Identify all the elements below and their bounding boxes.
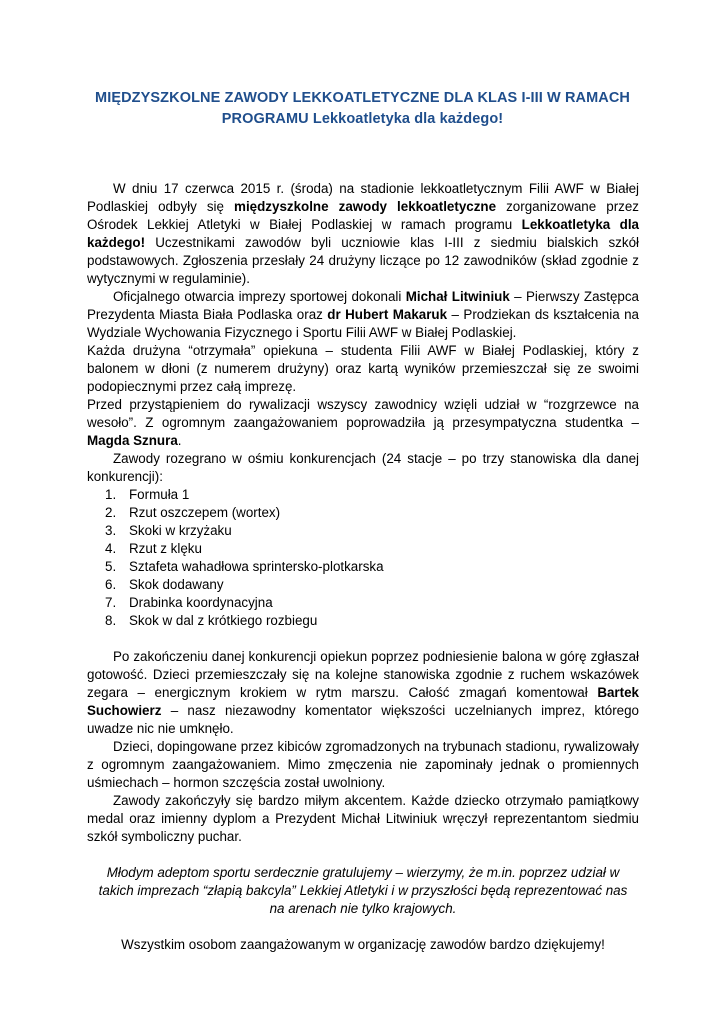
list-item: [87, 504, 639, 522]
text-span: Uczestnikami zawodów byli uczniowie klas I-III z siedmiu bialskich szkół podstawowych. Zgłoszenia przesłały 24 drużyny liczące po 12 zawodników (skład zgodnie z wytycznymi w regulaminie).: [87, 235, 639, 286]
text-span: – nasz niezawodny komentator większości uczelnianych imprez, którego uwadze nic nie umknęło.: [87, 703, 639, 736]
paragraph-competitions-intro: Zawody rozegrano w ośmiu konkurencjach (24 stacje – po trzy stanowiska dla danej konkurencji):: [87, 451, 639, 484]
list-item: [87, 522, 639, 540]
text-span: Oficjalnego otwarcia imprezy sportowej dokonali: [113, 289, 406, 304]
closing-congratulations: Młodym adeptom sportu serdecznie gratulujemy – wierzymy, że m.in. poprzez udział w takich imprezach “złapią bakcyla” Lekkiej Atletyki i w przyszłości będą reprezentować nas na arenach nie tylko krajowych.: [98, 865, 628, 916]
list-number: 1.: [105, 487, 117, 502]
text-span: zorganizowane przez Ośrodek Lekkiej Atletyki w Białej Podlaskiej w ramach programu: [87, 199, 639, 232]
bold-text: Lekkoatletyka dla każdego!: [87, 217, 639, 250]
list-label: Skok dodawany: [129, 577, 224, 592]
bold-text: dr Hubert Makaruk: [327, 307, 448, 322]
list-item: [87, 594, 639, 612]
list-item: [87, 576, 639, 594]
bold-text: Michał Litwiniuk: [405, 289, 510, 304]
list-label: Drabinka koordynacyjna: [129, 595, 273, 610]
spacer: [87, 630, 639, 648]
list-item: [87, 558, 639, 576]
list-number: 5.: [105, 559, 117, 574]
paragraph-intro: [87, 180, 639, 288]
text-span: W dniu 17 czerwca 2015 r. (środa) na stadionie lekkoatletycznym Filii AWF w Białej Podlaskiej odbyły się: [87, 181, 639, 214]
list-item: [87, 540, 639, 558]
paragraph-cheering: Dzieci, dopingowane przez kibiców zgromadzonych na trybunach stadionu, rywalizowały z ogromnym zaangażowaniem. Mimo zmęczenia nie zapominały jednak o promiennych uśmiechach – hormon szczęścia został uwolniony.: [87, 739, 639, 790]
list-number: 7.: [105, 595, 117, 610]
document-title: [90, 88, 635, 130]
paragraph-rotation: [87, 648, 639, 738]
paragraph-warmup: [87, 396, 639, 450]
title-line-2: PROGRAMU Lekkoatletyka dla każdego!: [221, 111, 504, 127]
bold-text: Magda Sznura: [87, 433, 178, 448]
spacer: [87, 918, 639, 936]
text-span: .: [177, 433, 182, 448]
paragraph-awards: Zawody zakończyły się bardzo miłym akcentem. Każde dziecko otrzymało pamiątkowy medal oraz imienny dyplom a Prezydent Michał Litwiniuk wręczył reprezentantom siedmiu szkół symboliczny puchar.: [87, 793, 639, 844]
list-number: 2.: [105, 505, 117, 520]
competition-list: [87, 486, 639, 630]
text-span: – Prodziekan ds kształcenia na Wydziale Wychowania Fizycznego i Sportu Filii AWF w Białej Podlaskiej.: [87, 307, 639, 340]
bold-text: Bartek Suchowierz: [87, 685, 639, 718]
title-line-1: MIĘDZYSZKOLNE ZAWODY LEKKOATLETYCZNE DLA KLAS I-III W RAMACH: [95, 90, 630, 106]
text-span: Przed przystąpieniem do rywalizacji wszyscy zawodnicy wzięli udział w “rozgrzewce na wesoło”. Z ogromnym zaangażowaniem poprowadziła ją przesympatyczna studentka –: [87, 397, 639, 430]
list-label: Rzut oszczepem (wortex): [129, 505, 281, 520]
list-label: Rzut z klęku: [129, 541, 202, 556]
text-span: Po zakończeniu danej konkurencji opiekun poprzez podniesienie balona w górę zgłaszał gotowość. Dzieci przemieszczały się na kolejne stanowiska zgodnie z ruchem wskazówek zegara – energicznym krokiem w rytm marszu. Całość zmagań komentował: [87, 649, 639, 700]
list-number: 8.: [105, 613, 117, 628]
list-label: Skok w dal z krótkiego rozbiegu: [129, 613, 318, 628]
list-number: 3.: [105, 523, 117, 538]
list-number: 4.: [105, 541, 117, 556]
list-item: [87, 612, 639, 630]
paragraph-opening: [87, 288, 639, 342]
list-label: Formuła 1: [129, 487, 190, 502]
list-number: 6.: [105, 577, 117, 592]
list-label: Sztafeta wahadłowa sprintersko-plotkarska: [129, 559, 384, 574]
paragraph-supervisors: Każda drużyna “otrzymała” opiekuna – studenta Filii AWF w Białej Podlaskiej, który z balonem w dłoni (z numerem drużyny) oraz kartą wyników przemieszczał się ze swoimi podopiecznymi przez całą imprezę.: [87, 343, 639, 394]
closing-thanks: Wszystkim osobom zaangażowanym w organizację zawodów bardzo dziękujemy!: [121, 937, 605, 952]
bold-text: międzyszkolne zawody lekkoatletyczne: [234, 199, 497, 214]
list-label: Skoki w krzyżaku: [129, 523, 232, 538]
list-item: [87, 486, 639, 504]
text-span: – Pierwszy Zastępca Prezydenta Miasta Biała Podlaska oraz: [87, 289, 639, 322]
document-body: [87, 180, 639, 954]
spacer: [87, 846, 639, 864]
